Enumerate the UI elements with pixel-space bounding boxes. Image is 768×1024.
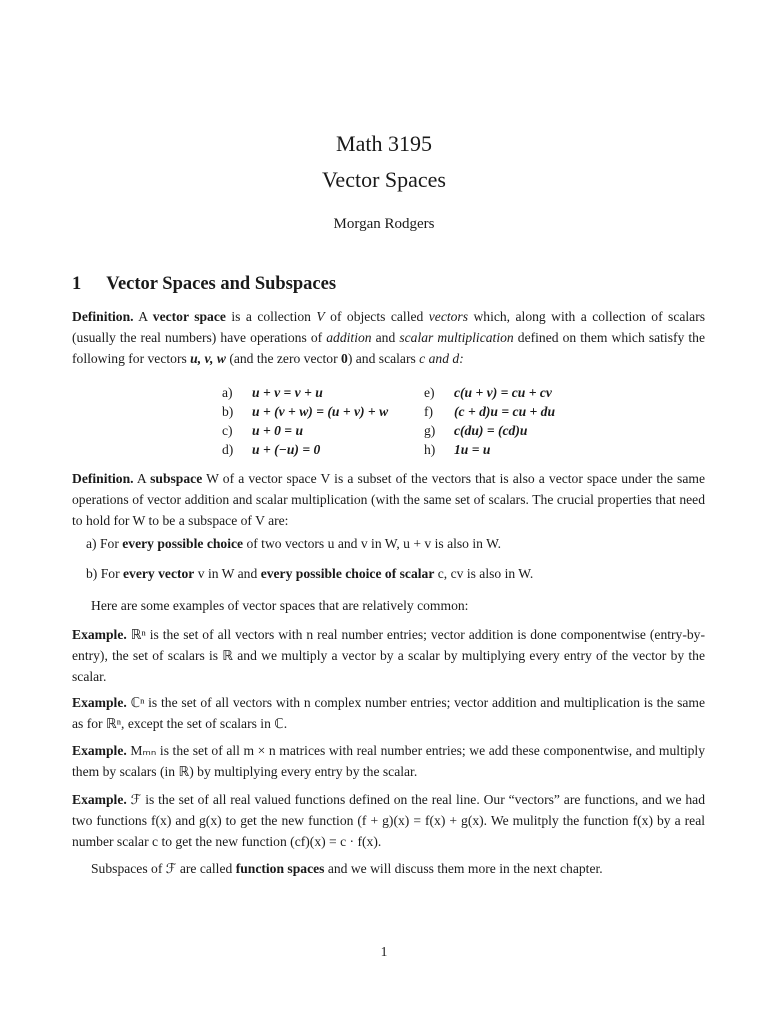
axiom-row <box>222 404 555 423</box>
text: Subspaces of ℱ are called <box>91 861 236 876</box>
text: v in W and <box>194 566 261 581</box>
document-title: Vector Spaces <box>321 167 446 192</box>
axiom-row <box>222 385 555 404</box>
emphasis: every vector <box>123 566 195 581</box>
example-cn <box>72 692 705 734</box>
course-title: Math 3195 <box>336 131 432 156</box>
example-label: Example. <box>72 792 127 807</box>
axiom-row <box>222 423 555 442</box>
axiom-label: b) <box>222 404 234 419</box>
example-text: ℱ is the set of all real valued functions defined on the real line. Our “vectors” are functions, and we had two functions f(x) and g(x) to get the new function (f + g)(x) = f(x) + g(x). We mulitply the function f(x) by a real number scalar c to get the new function (cf)(x) = c · f(x). <box>72 792 705 849</box>
axiom-label: a) <box>222 385 233 400</box>
text: is a collection <box>225 309 317 324</box>
page-number: 1 <box>380 944 388 959</box>
axiom-label: f) <box>424 404 434 419</box>
closing-paragraph <box>72 858 705 879</box>
axiom-equation: c(u + v) = cu + cv <box>454 385 552 400</box>
axiom-equation: u + 0 = u <box>252 423 304 438</box>
axiom-list <box>222 385 555 461</box>
definition-subspace <box>72 468 705 531</box>
text: and we will discuss them more in the next chapter. <box>324 861 603 876</box>
math-uvw: u, v, w <box>190 351 226 366</box>
axiom-label: h) <box>424 442 436 457</box>
example-label: Example. <box>72 627 127 642</box>
text: (and the zero vector <box>225 351 342 366</box>
term-vectors: vectors <box>428 309 469 324</box>
math-zero-vector: 0 <box>341 351 348 366</box>
axiom-label: c) <box>222 423 233 438</box>
axiom-equation: 1u = u <box>454 442 491 457</box>
term-subspace: subspace <box>150 471 203 486</box>
text: of two vectors u and v in W, u + v is also in W. <box>243 536 502 551</box>
example-text: ℝⁿ is the set of all vectors with n real number entries; vector addition is done componentwise (entry-by-entry), the set of scalars is ℝ and we multiply a vector by a scalar by multiplying every entry of the vector by the scalar. <box>72 627 705 684</box>
axiom-equation: u + v = v + u <box>252 385 323 400</box>
term-function-spaces: function spaces <box>235 861 325 876</box>
math-scalars: c and d: <box>419 351 464 366</box>
example-rn <box>72 624 705 687</box>
text: c, cv is also in W. <box>434 566 534 581</box>
section-number: 1 <box>72 274 82 294</box>
example-text: ℂⁿ is the set of all vectors with n complex number entries; vector addition and multiplication is the same as for ℝⁿ, except the set of scalars in ℂ. <box>72 695 705 731</box>
definition-label: Definition. <box>72 309 134 324</box>
text: of objects called <box>324 309 429 324</box>
example-text: Mₘₙ is the set of all m × n matrices with real number entries; we add these componentwise, and multiply them by scalars (in ℝ) by multiplying every entry by the scalar. <box>72 743 705 779</box>
definition-vector-space <box>72 306 705 369</box>
axiom-equation: (c + d)u = cu + du <box>454 404 556 419</box>
axiom-equation: u + (v + w) = (u + v) + w <box>252 404 389 419</box>
text: and <box>371 330 400 345</box>
example-label: Example. <box>72 695 127 710</box>
examples-intro: Here are some examples of vector spaces that are relatively common: <box>91 598 469 613</box>
axiom-equation: u + (−u) = 0 <box>252 442 321 457</box>
subspace-condition-b <box>86 566 533 582</box>
axiom-label: e) <box>424 385 435 400</box>
definition-label: Definition. <box>72 471 134 486</box>
term-scalar-multiplication: scalar multiplication <box>399 330 514 345</box>
text: which, along with a collection of scalars (usually the real numbers) have operations of <box>72 309 706 345</box>
example-functions <box>72 789 705 852</box>
section-title: Vector Spaces and Subspaces <box>106 274 337 294</box>
term-addition: addition <box>326 330 372 345</box>
emphasis: every possible choice of scalar <box>260 566 435 581</box>
term-vector-space: vector space <box>152 309 226 324</box>
text: b) For <box>86 566 124 581</box>
subspace-condition-a <box>86 536 501 552</box>
author: Morgan Rodgers <box>333 216 435 232</box>
text: A <box>136 471 151 486</box>
emphasis: every possible choice <box>122 536 244 551</box>
text: W of a vector space V is a subset of the vectors that is also a vector space under the same operations of vector addition and scalar multiplication (with the same set of scalars. The crucial properties that need to hold for W to be a subspace of V are: <box>72 471 705 528</box>
section-heading <box>72 274 336 295</box>
text: ) and scalars <box>347 351 420 366</box>
math-V: V <box>316 309 325 324</box>
example-label: Example. <box>72 743 127 758</box>
axiom-equation: c(du) = (cd)u <box>454 423 528 438</box>
axiom-label: g) <box>424 423 436 438</box>
text: defined on them which satisfy the following for vectors <box>72 330 706 366</box>
axiom-row <box>222 442 555 461</box>
axiom-label: d) <box>222 442 234 457</box>
text: A <box>138 309 153 324</box>
text: a) For <box>86 536 123 551</box>
example-matrices <box>72 740 705 782</box>
